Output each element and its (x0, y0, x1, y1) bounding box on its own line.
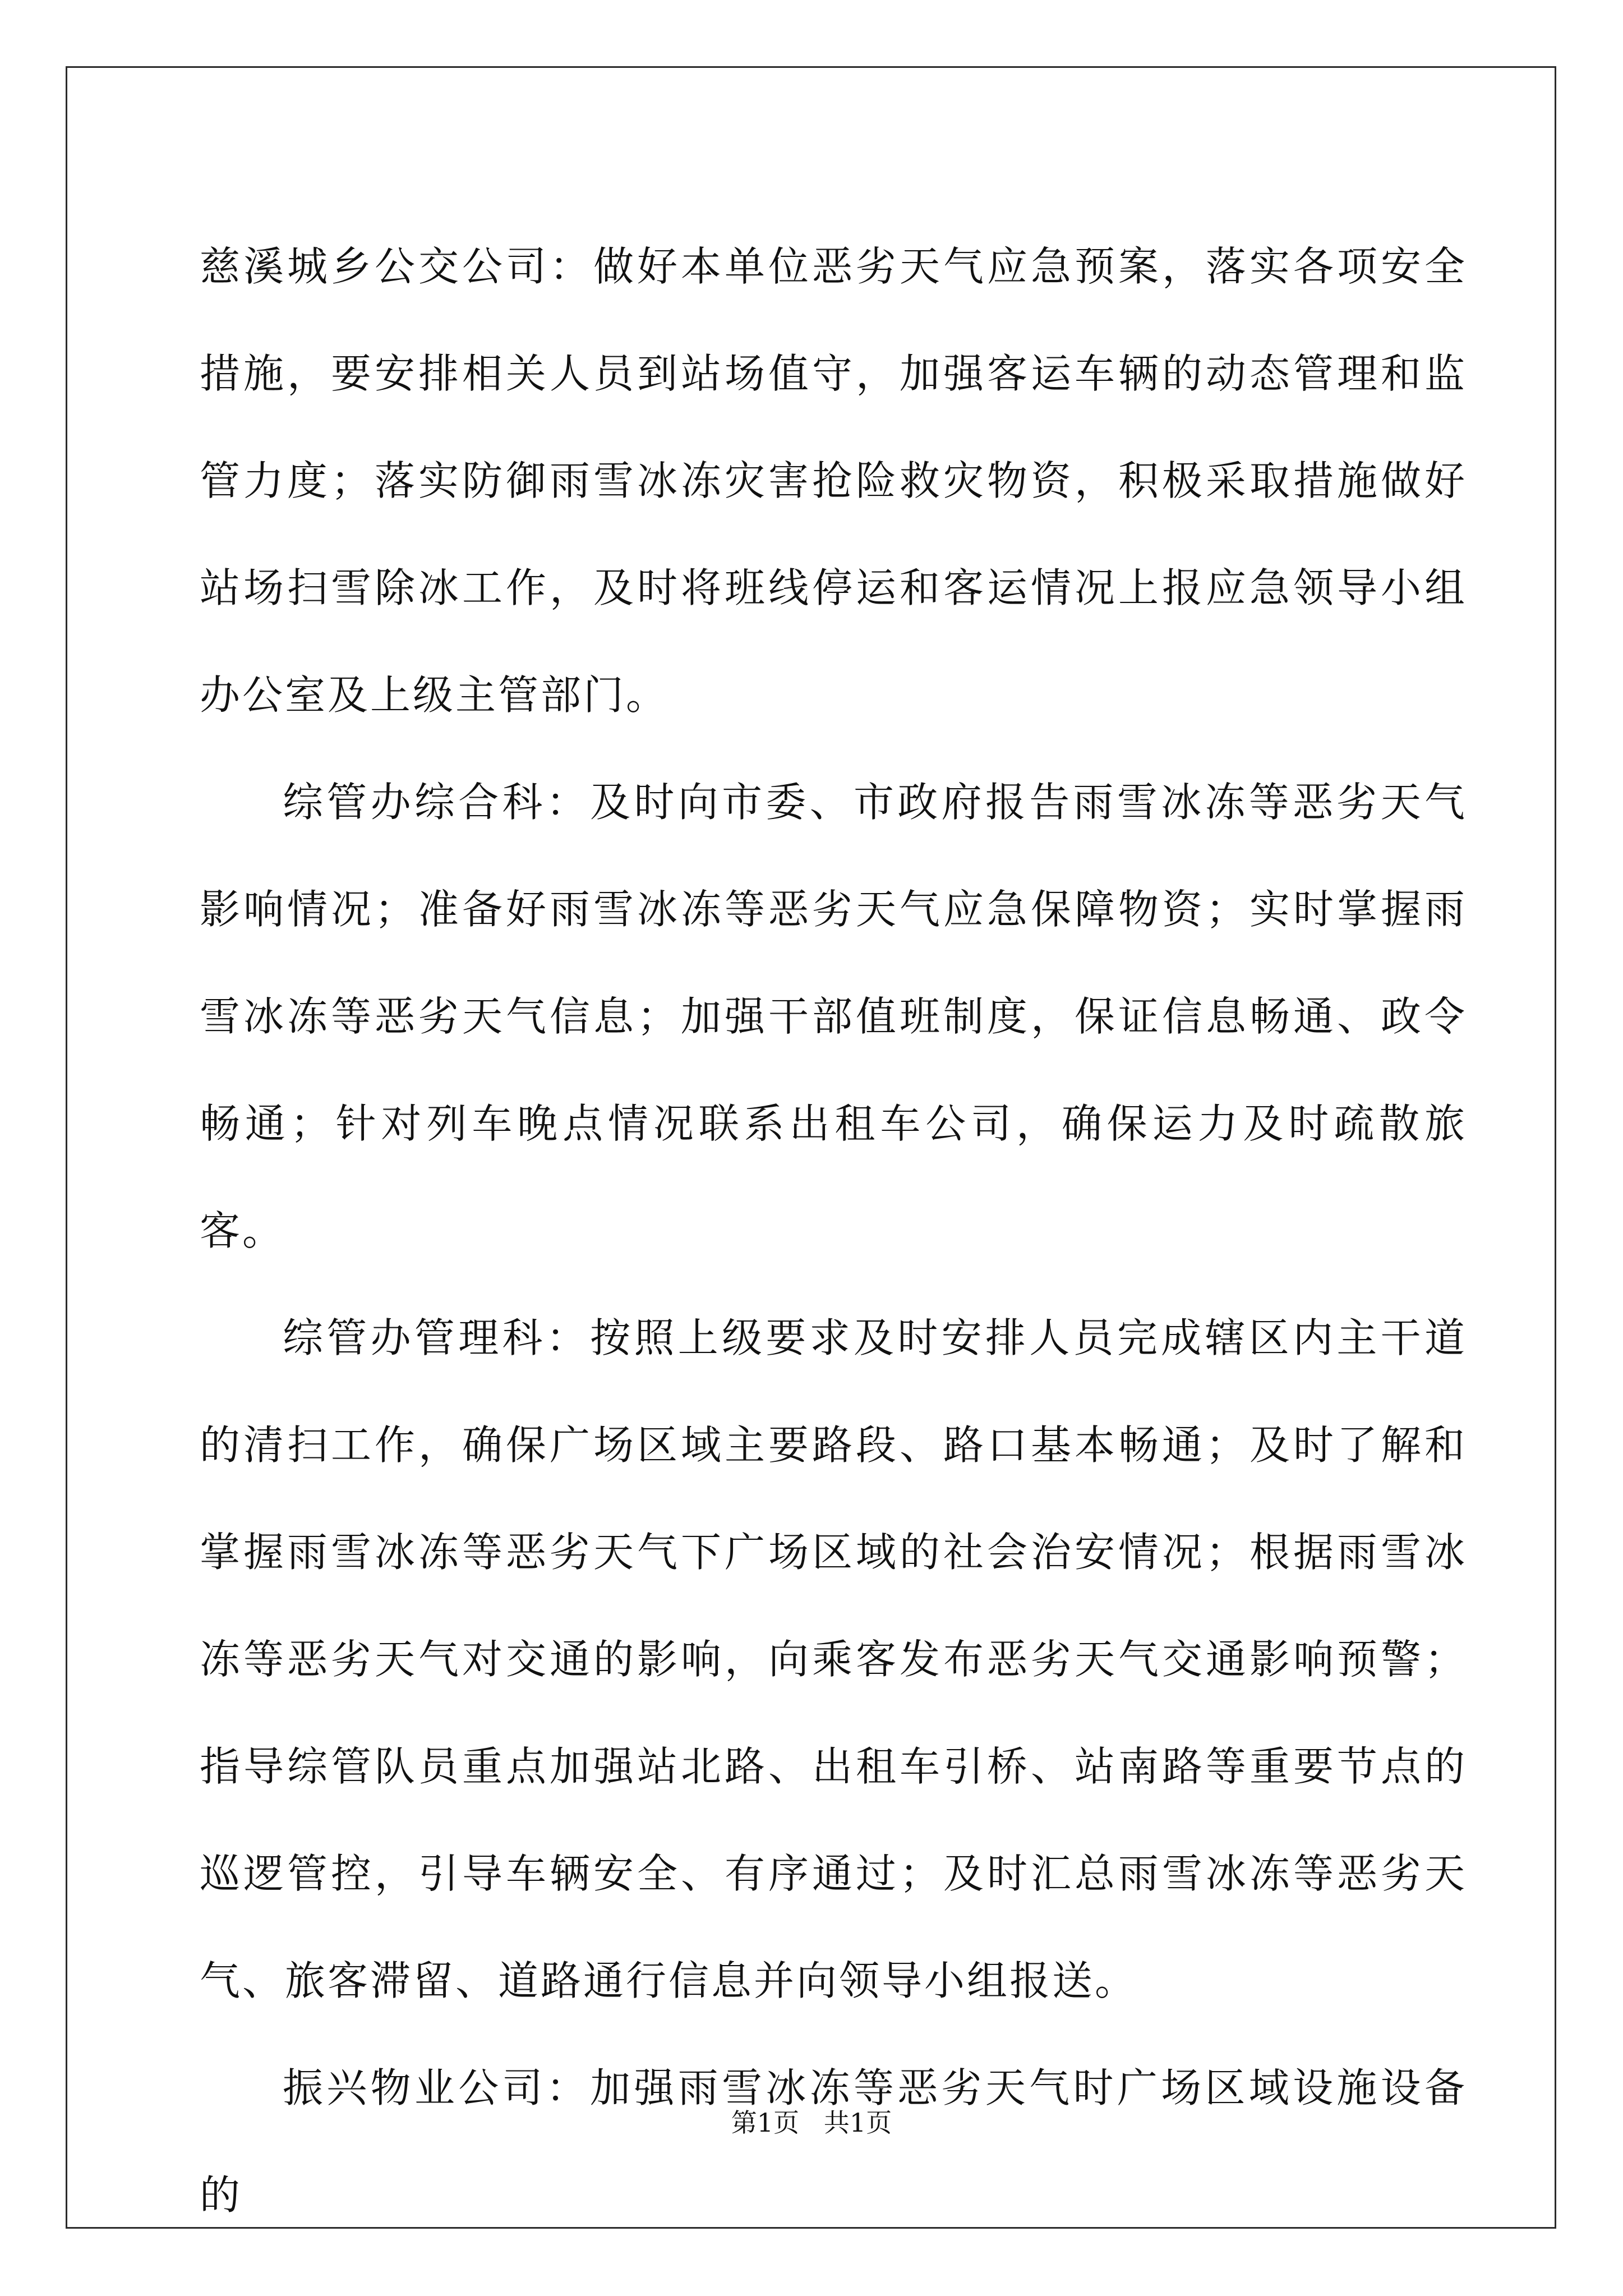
paragraph-bus-company: 慈溪城乡公交公司：做好本单位恶劣天气应急预案，落实各项安全措施，要安排相关人员到站场值守，加强客运车辆的动态管理和监管力度；落实防御雨雪冰冻灾害抢险救灾物资，积极采取措施做好站场扫雪除冰工作，及时将班线停运和客运情况上报应急领导小组办公室及上级主管部门。 (200, 243, 1467, 719)
document-body (200, 213, 1467, 2249)
paragraph-general-section: 综管办综合科：及时向市委、市政府报告雨雪冰冻等恶劣天气影响情况；准备好雨雪冰冻等恶劣天气应急保障物资；实时掌握雨雪冰冻等恶劣天气信息；加强干部值班制度，保证信息畅通、政令畅通；针对列车晚点情况联系出租车公司，确保运力及时疏散旅客。 (200, 779, 1467, 1254)
page-number: 第1页 共1页 (731, 2108, 892, 2138)
paragraph-property-company: 振兴物业公司：加强雨雪冰冻等恶劣天气时广场区域设施设备的 (200, 2064, 1467, 2219)
paragraph-management-section: 综管办管理科：按照上级要求及时安排人员完成辖区内主干道的清扫工作，确保广场区域主要路段、路口基本畅通；及时了解和掌握雨雪冰冻等恶劣天气下广场区域的社会治安情况；根据雨雪冰冻等恶劣天气对交通的影响，向乘客发布恶劣天气交通影响预警；指导综管队员重点加强站北路、出租车引桥、站南路等重要节点的巡逻管控，引导车辆安全、有序通过；及时汇总雨雪冰冻等恶劣天气、旅客滞留、道路通行信息并向领导小组报送。 (200, 1314, 1467, 2004)
